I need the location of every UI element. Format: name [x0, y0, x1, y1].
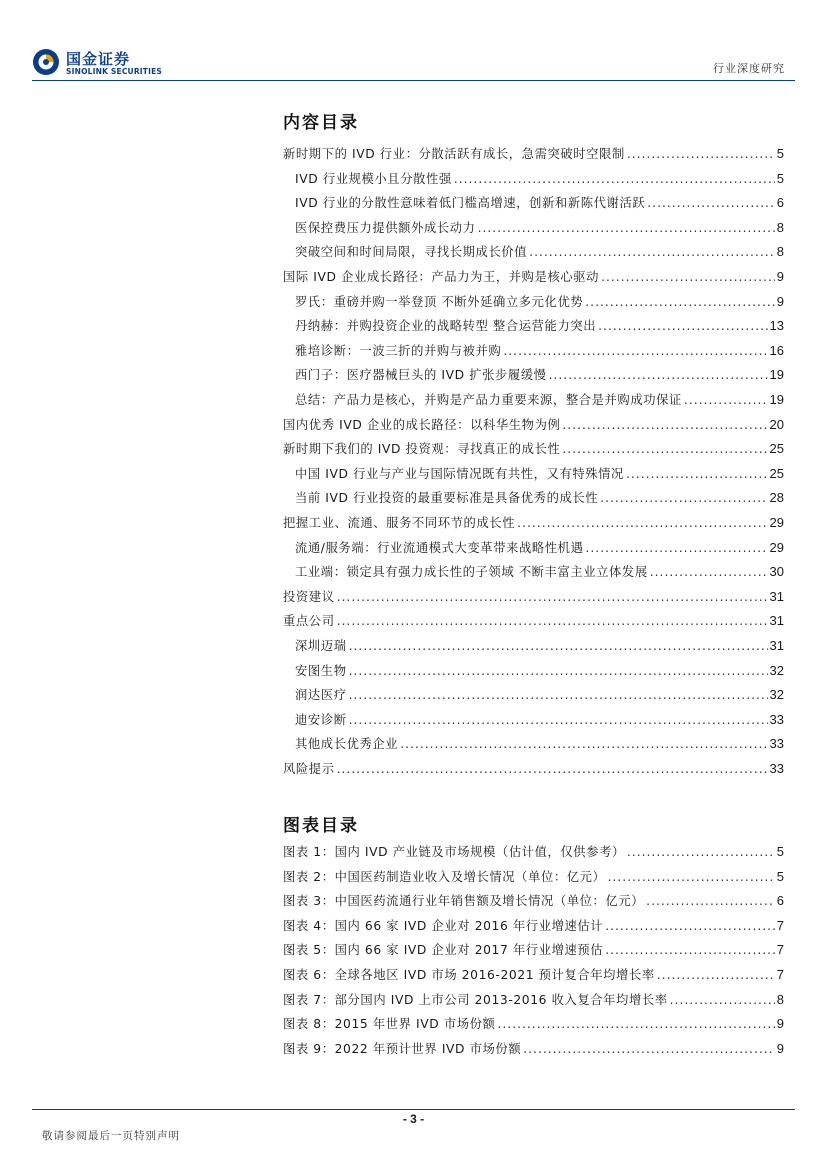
dot-leader: [598, 314, 767, 338]
figure-entry-page-number: 8: [776, 991, 784, 1007]
dot-leader: [454, 167, 775, 191]
figure-entry-text: 图表 1：国内 IVD 产业链及市场规模（估计值，仅供参考）: [283, 845, 625, 859]
toc-entry[interactable]: [295, 536, 784, 560]
toc-entry[interactable]: [295, 462, 784, 486]
figure-entry-page-number: 5: [776, 868, 784, 884]
dot-leader: [646, 889, 775, 913]
toc-entry[interactable]: [283, 757, 784, 781]
toc-entry[interactable]: [295, 634, 784, 658]
figure-entry-page-number: 9: [776, 1016, 784, 1032]
footer-divider: [32, 1109, 795, 1110]
toc-entry[interactable]: [295, 339, 784, 363]
toc-entry-page-number: 32: [769, 687, 784, 703]
figure-entry-page-number: 7: [776, 917, 784, 933]
contents-title: 内容目录: [283, 113, 359, 133]
toc-entry[interactable]: [295, 659, 784, 683]
dot-leader: [337, 609, 768, 633]
toc-entry[interactable]: [283, 511, 784, 535]
toc-entry-page-number: 13: [769, 318, 784, 334]
toc-entry-text: 其他成长优秀企业: [295, 737, 399, 752]
figure-entry-page-number: 7: [776, 942, 784, 958]
toc-entry-text: 新时期下的 IVD 行业：分散活跃有成长，急需突破时空限制: [283, 147, 625, 161]
toc-entry-page-number: 5: [776, 170, 784, 186]
figure-entry[interactable]: [283, 988, 784, 1012]
dot-leader: [684, 388, 768, 412]
figure-entry-page-number: 6: [776, 893, 784, 909]
toc-entry-page-number: 8: [776, 244, 784, 260]
dot-leader: [503, 339, 767, 363]
toc-entry-page-number: 6: [776, 195, 784, 211]
dot-leader: [529, 240, 775, 264]
toc-entry[interactable]: [295, 240, 784, 264]
dot-leader: [600, 486, 767, 510]
dot-leader: [349, 634, 768, 658]
toc-entry-text: 迪安诊断: [295, 712, 347, 727]
page-header: [0, 0, 827, 82]
toc-entry-page-number: 32: [769, 662, 784, 678]
toc-entry-page-number: 25: [769, 465, 784, 481]
dot-leader: [607, 865, 774, 889]
toc-entry-text: 医保控费压力提供额外成长动力: [295, 220, 476, 235]
figure-entry[interactable]: [283, 1037, 784, 1061]
toc-entry[interactable]: [283, 265, 784, 289]
toc-entry-text: 中国 IVD 行业与产业与国际情况既有共性，又有特殊情况: [295, 466, 624, 481]
logo-chinese-name: 国金证券: [66, 50, 131, 68]
toc-entry-page-number: 29: [769, 515, 784, 530]
dot-leader: [478, 216, 775, 240]
toc-entry[interactable]: [295, 290, 784, 314]
figure-entry-text: 图表 3：中国医药流通行业年销售额及增长情况（单位：亿元）: [283, 894, 645, 909]
toc-entry-text: 流通/服务端：行业流通模式大变革带来战略性机遇: [295, 540, 584, 555]
dot-leader: [549, 363, 768, 387]
figure-entry[interactable]: [283, 1012, 784, 1036]
toc-entry[interactable]: [295, 191, 784, 215]
toc-entry-text: IVD 行业规模小且分散性强: [295, 171, 452, 186]
toc-entry-page-number: 8: [776, 219, 784, 235]
dot-leader: [585, 290, 775, 314]
company-logo: [32, 48, 162, 78]
figure-entry-text: 图表 2：中国医药制造业收入及增长情况（单位：亿元）: [283, 869, 606, 884]
dot-leader: [657, 963, 775, 987]
figure-entry[interactable]: [283, 889, 784, 913]
toc-entry-page-number: 28: [769, 490, 784, 506]
report-type-label: 行业深度研究: [713, 62, 785, 75]
dot-leader: [349, 683, 768, 707]
dot-leader: [562, 413, 767, 437]
figure-entry-text: 图表 9：2022 年预计世界 IVD 市场份额: [283, 1041, 522, 1056]
dot-leader: [605, 938, 775, 962]
toc-entry[interactable]: [283, 609, 784, 633]
toc-entry[interactable]: [295, 683, 784, 707]
toc-entry-page-number: 19: [769, 392, 784, 407]
logo-english-name: SINOLINK SECURITIES: [66, 67, 163, 76]
page-number: - 3 -: [402, 1112, 425, 1126]
toc-entry-page-number: 20: [769, 416, 784, 432]
toc-entry-page-number: 29: [769, 539, 784, 555]
toc-entry-page-number: 9: [776, 293, 784, 309]
toc-entry[interactable]: [295, 560, 784, 584]
figure-entry-text: 图表 5：国内 66 家 IVD 企业对 2017 年行业增速预估: [283, 943, 604, 958]
figure-entry[interactable]: [283, 963, 784, 987]
toc-entry-page-number: 31: [769, 613, 784, 629]
header-divider: [32, 80, 795, 81]
disclaimer-note: 敬请参阅最后一页特别声明: [42, 1130, 180, 1142]
toc-entry-text: 深圳迈瑞: [295, 639, 347, 653]
toc-entry-text: 当前 IVD 行业投资的最重要标准是具备优秀的成长性: [295, 491, 599, 506]
toc-entry-page-number: 25: [769, 441, 784, 457]
toc-entry-text: 投资建议: [283, 589, 335, 604]
toc-entry[interactable]: [295, 216, 784, 240]
toc-entry[interactable]: [295, 363, 784, 387]
toc-entry[interactable]: [295, 732, 784, 756]
toc-entry-text: 丹纳赫：并购投资企业的战略转型 整合运营能力突出: [295, 319, 597, 334]
toc-entry-text: 把握工业、流通、服务不同环节的成长性: [283, 516, 516, 530]
dot-leader: [497, 1012, 774, 1036]
toc-entry-page-number: 30: [769, 564, 784, 580]
toc-entry-text: 西门子：医疗器械巨头的 IVD 扩张步履缓慢: [295, 368, 547, 383]
dot-leader: [670, 988, 775, 1012]
toc-entry-text: IVD 行业的分散性意味着低门槛高增速，创新和新陈代谢活跃: [295, 196, 646, 211]
toc-entry-text: 总结：产品力是核心，并购是产品力重要来源，整合是并购成功保证: [295, 393, 682, 407]
toc-entry[interactable]: [295, 708, 784, 732]
toc-entry-page-number: 19: [769, 367, 784, 383]
figure-entry-page-number: 7: [776, 967, 784, 982]
dot-leader: [349, 708, 768, 732]
figure-entry[interactable]: [283, 938, 784, 962]
toc-entry-page-number: 16: [769, 342, 784, 358]
toc-entry-text: 重点公司: [283, 614, 335, 629]
toc-entry[interactable]: [283, 585, 784, 609]
toc-entry-page-number: 5: [776, 146, 784, 161]
toc-entry-page-number: 9: [776, 269, 784, 284]
toc-entry[interactable]: [283, 437, 784, 461]
dot-leader: [627, 840, 775, 864]
toc-entry[interactable]: [295, 388, 784, 412]
toc-entry-page-number: 31: [769, 638, 784, 653]
figure-entry-text: 图表 8：2015 年世界 IVD 市场份额: [283, 1017, 496, 1032]
toc-entry[interactable]: [295, 486, 784, 510]
toc-entry-text: 国内优秀 IVD 企业的成长路径：以科华生物为例: [283, 417, 561, 432]
figure-entry[interactable]: [283, 865, 784, 889]
dot-leader: [349, 659, 768, 683]
figure-entry-text: 图表 6：全球各地区 IVD 市场 2016-2021 预计复合年均增长率: [283, 968, 655, 982]
toc-entry-page-number: 31: [769, 588, 784, 604]
toc-entry-page-number: 33: [769, 761, 784, 776]
dot-leader: [605, 914, 775, 938]
dot-leader: [627, 142, 775, 166]
logo-mark-icon: [32, 48, 60, 76]
toc-entry-text: 新时期下我们的 IVD 投资观：寻找真正的成长性: [283, 442, 561, 457]
toc-entry-text: 国际 IVD 企业成长路径：产品力为王，并购是核心驱动: [283, 270, 600, 284]
toc-entry-text: 突破空间和时间局限，寻找长期成长价值: [295, 245, 528, 260]
toc-entry[interactable]: [283, 413, 784, 437]
dot-leader: [400, 732, 767, 756]
dot-leader: [626, 462, 768, 486]
toc-entry-page-number: 33: [769, 711, 784, 727]
figure-entry[interactable]: [283, 840, 784, 864]
figure-entry-text: 图表 4：国内 66 家 IVD 企业对 2016 年行业增速估计: [283, 918, 604, 933]
toc-entry[interactable]: [283, 142, 784, 166]
dot-leader: [585, 536, 767, 560]
dot-leader: [647, 191, 775, 215]
toc-entry-text: 工业端：锁定具有强力成长性的子领域 不断丰富主业立体发展: [295, 565, 648, 580]
toc-entry[interactable]: [295, 167, 784, 191]
dot-leader: [601, 265, 775, 289]
figure-entry[interactable]: [283, 914, 784, 938]
toc-entry-text: 润达医疗: [295, 688, 347, 703]
dot-leader: [562, 437, 767, 461]
toc-entry-text: 风险提示: [283, 762, 335, 776]
figure-entry-page-number: 5: [776, 844, 784, 859]
figure-entry-text: 图表 7：部分国内 IVD 上市公司 2013-2016 收入复合年均增长率: [283, 992, 668, 1007]
dot-leader: [517, 511, 767, 535]
dot-leader: [523, 1037, 775, 1061]
toc-entry-page-number: 33: [769, 736, 784, 752]
toc-entry[interactable]: [295, 314, 784, 338]
dot-leader: [337, 757, 768, 781]
figure-entry-page-number: 9: [776, 1040, 784, 1056]
toc-entry-text: 雅培诊断：一波三折的并购与被并购: [295, 343, 502, 358]
toc-entry-text: 罗氏：重磅并购一举登顶 不断外延确立多元化优势: [295, 294, 584, 309]
figures-title: 图表目录: [283, 816, 359, 836]
dot-leader: [650, 560, 768, 584]
dot-leader: [337, 585, 768, 609]
toc-entry-text: 安图生物: [295, 663, 347, 678]
